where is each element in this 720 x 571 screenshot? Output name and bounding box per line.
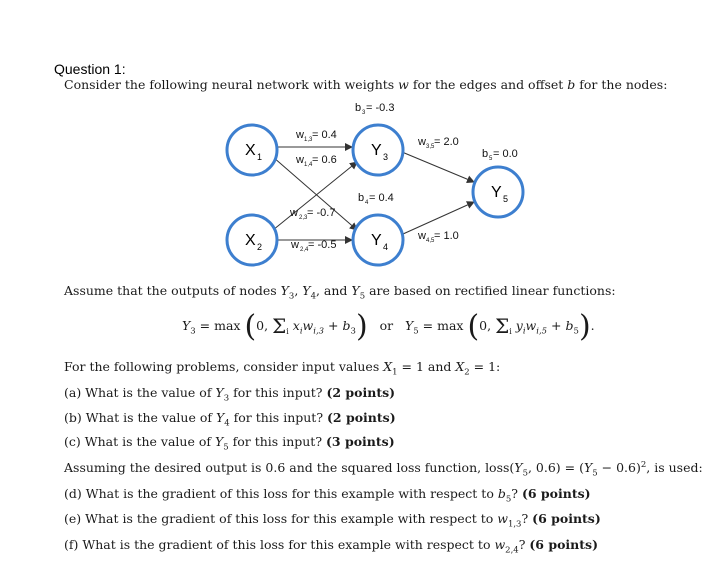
svg-text:5: 5 bbox=[489, 156, 493, 162]
svg-text:b: b bbox=[355, 102, 362, 114]
svg-text:4: 4 bbox=[383, 242, 389, 252]
svg-text:b: b bbox=[358, 192, 365, 204]
svg-text:1,3: 1,3 bbox=[304, 137, 313, 143]
weight-w24 bbox=[290, 239, 336, 253]
svg-text:w: w bbox=[296, 129, 304, 141]
relu-assumption: Assume that the outputs of nodes $Y_3$, $Y_4$, and $Y_5$ are based on rectified linear functions: bbox=[64, 283, 616, 302]
svg-text:Y: Y bbox=[371, 142, 382, 159]
svg-text:= -0.5: = -0.5 bbox=[308, 239, 337, 251]
problem-c: (c) What is the value of $Y_5$ for this input? (3 points) bbox=[64, 434, 395, 453]
svg-text:= 1.0: = 1.0 bbox=[434, 230, 459, 242]
svg-text:w: w bbox=[418, 230, 426, 242]
question-intro: Consider the following neural network with weights w for the edges and offset b for the nodes: bbox=[64, 77, 668, 92]
svg-text:X: X bbox=[245, 142, 256, 159]
svg-text:Y: Y bbox=[491, 184, 502, 201]
node-x2 bbox=[227, 215, 277, 265]
edge-x1-y4 bbox=[273, 157, 357, 230]
weight-w45 bbox=[417, 230, 459, 244]
svg-text:Y: Y bbox=[371, 232, 382, 249]
svg-text:w: w bbox=[296, 154, 304, 166]
svg-text:= -0.3: = -0.3 bbox=[366, 102, 395, 114]
relu-formula: $Y_3 = \max (0$, $\Sigma_i$ $x_iw_{i,3} + b_3$) or $Y_5 = \max (0$, $\Sigma_i$ $y_iw_{i,5} + b_5$). bbox=[182, 309, 595, 344]
node-x1 bbox=[227, 125, 277, 175]
svg-text:= -0.7: = -0.7 bbox=[307, 207, 336, 219]
svg-text:3: 3 bbox=[383, 152, 389, 162]
svg-text:2: 2 bbox=[257, 242, 263, 252]
svg-text:2,4: 2,4 bbox=[300, 247, 309, 253]
svg-text:4: 4 bbox=[365, 200, 369, 206]
problem-d: (d) What is the gradient of this loss for this example with respect to $b_5$? (6 points) bbox=[64, 486, 591, 505]
loss-statement: Assuming the desired output is 0.6 and the squared loss function, $loss(Y_5$, $0.6) = (Y_5 - 0.6)^2$, is used: bbox=[64, 460, 703, 479]
problem-b: (b) What is the value of $Y_4$ for this input? (2 points) bbox=[64, 410, 396, 429]
svg-text:w: w bbox=[290, 207, 298, 219]
svg-text:= 0.6: = 0.6 bbox=[312, 154, 337, 166]
node-y4 bbox=[353, 215, 403, 265]
neural-network-diagram bbox=[0, 0, 720, 280]
svg-text:= 2.0: = 2.0 bbox=[434, 136, 459, 148]
svg-text:2,3: 2,3 bbox=[299, 215, 308, 221]
svg-text:X: X bbox=[245, 232, 256, 249]
node-y3 bbox=[353, 125, 403, 175]
svg-text:= 0.4: = 0.4 bbox=[369, 192, 394, 204]
svg-text:1,4: 1,4 bbox=[304, 162, 313, 168]
svg-text:w: w bbox=[418, 136, 426, 148]
svg-text:5: 5 bbox=[503, 194, 509, 204]
svg-text:= 0.0: = 0.0 bbox=[493, 148, 518, 160]
svg-text:1: 1 bbox=[257, 152, 263, 162]
weight-w13 bbox=[295, 129, 337, 143]
svg-text:b: b bbox=[482, 148, 489, 160]
svg-text:= 0.4: = 0.4 bbox=[312, 129, 337, 141]
problem-a: (a) What is the value of $Y_3$ for this input? (2 points) bbox=[64, 385, 396, 404]
edge-y3-y5 bbox=[402, 152, 474, 182]
offset-b5 bbox=[482, 148, 518, 162]
offset-b3 bbox=[355, 102, 394, 116]
svg-text:4,5: 4,5 bbox=[426, 238, 435, 244]
weight-w14 bbox=[295, 154, 337, 168]
question-title: Question 1: bbox=[54, 61, 126, 77]
given-inputs: For the following problems, consider input values $X_1 = 1$ and $X_2 = 1$: bbox=[64, 359, 501, 378]
weight-w35 bbox=[417, 136, 459, 150]
svg-text:3: 3 bbox=[362, 110, 366, 116]
weight-w23 bbox=[289, 207, 335, 221]
edge-x2-y3 bbox=[273, 162, 357, 230]
offset-b4 bbox=[358, 192, 394, 206]
svg-text:3,5: 3,5 bbox=[426, 144, 435, 150]
node-y5 bbox=[473, 167, 523, 217]
svg-text:w: w bbox=[291, 239, 299, 251]
problem-f: (f) What is the gradient of this loss for this example with respect to $w_{2,4}$? (6 points) bbox=[64, 537, 598, 556]
problem-e: (e) What is the gradient of this loss for this example with respect to $w_{1,3}$? (6 points) bbox=[64, 511, 601, 530]
